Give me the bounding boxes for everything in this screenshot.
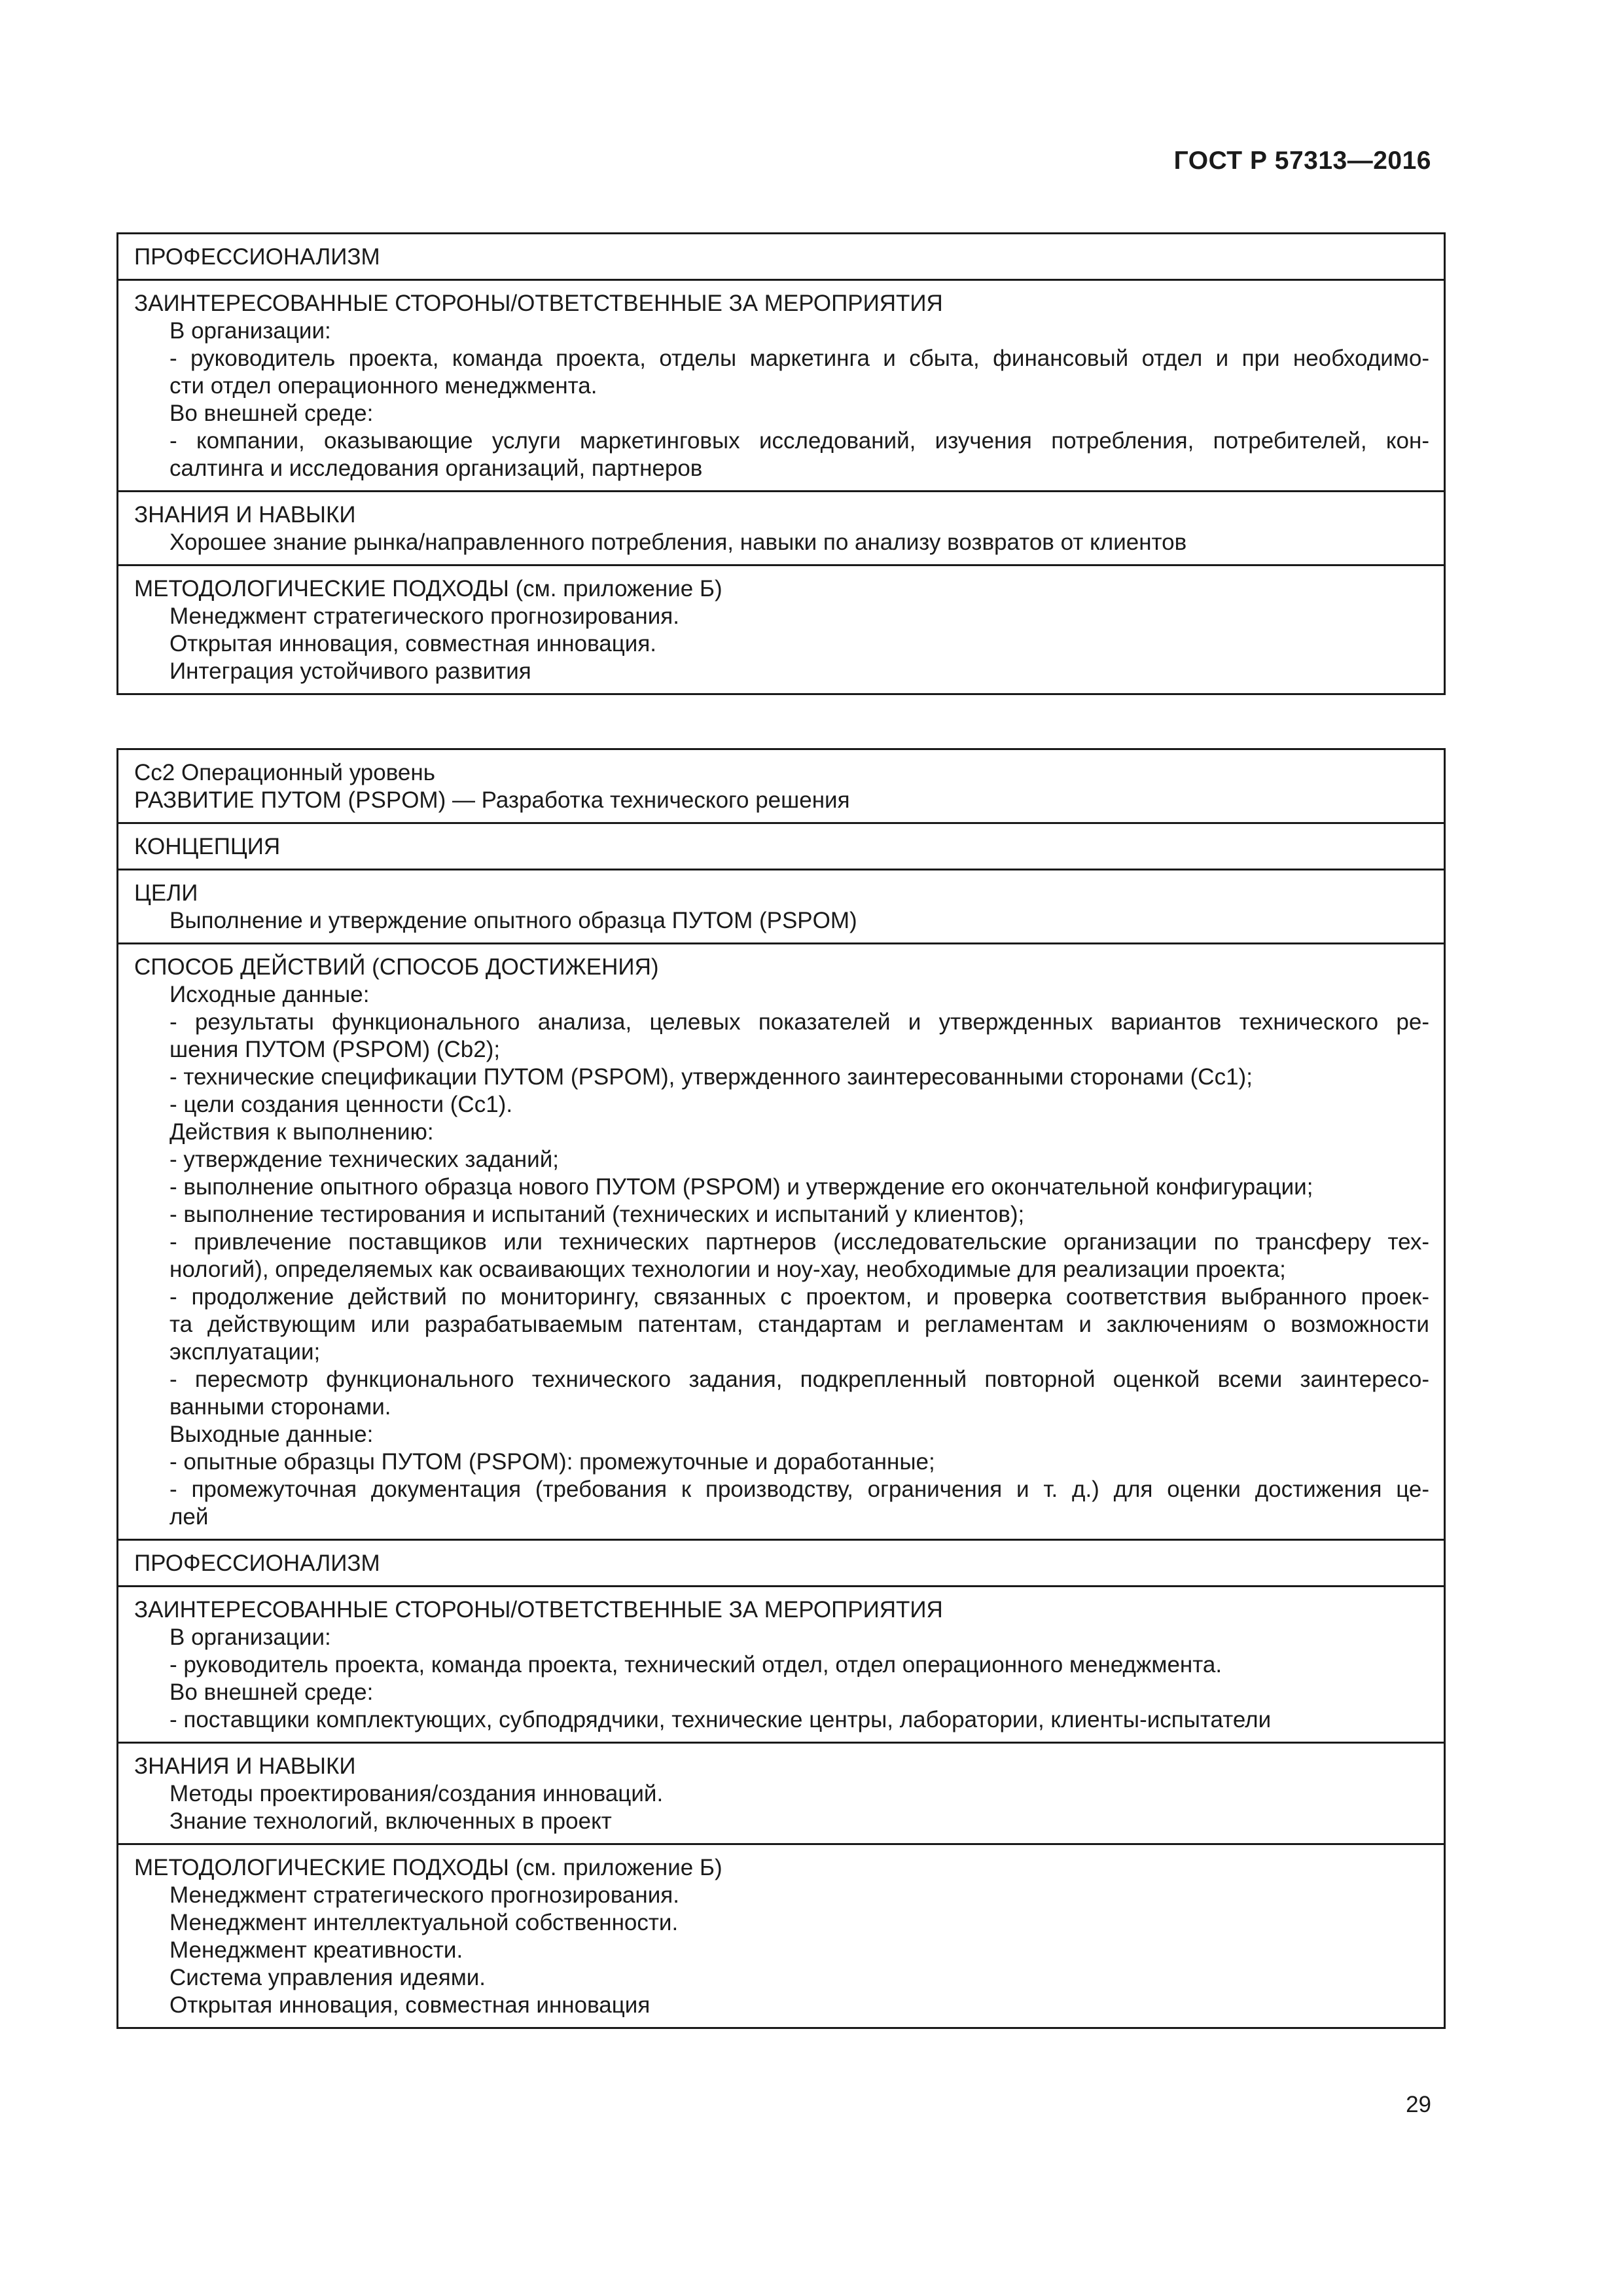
knowledge-text: Методы проектирования/создания инноваций.: [169, 1781, 664, 1806]
internal-item-cont: сти отдел операционного менеджмента.: [169, 373, 597, 399]
action-item-cont: эксплуатации;: [169, 1339, 321, 1365]
row-stakeholders: [118, 279, 1444, 490]
section-heading: ЗНАНИЯ И НАВЫКИ: [134, 502, 356, 528]
table-cc2-operational: [116, 748, 1446, 2029]
row-stakeholders: [118, 1585, 1444, 1742]
internal-label: В организации:: [169, 318, 331, 344]
row-goals: [118, 869, 1444, 942]
section-heading: ПРОФЕССИОНАЛИЗМ: [134, 244, 380, 270]
external-item-cont: салтинга и исследования организаций, партнеров: [169, 456, 703, 481]
method-item: Менеджмент стратегического прогнозирования.: [169, 603, 679, 629]
actions-label: Действия к выполнению:: [169, 1119, 434, 1145]
page-number: 29: [1406, 2092, 1431, 2117]
row-professionalism: [118, 234, 1444, 279]
section-heading: ЗАИНТЕРЕСОВАННЫЕ СТОРОНЫ/ОТВЕТСТВЕННЫЕ ЗА МЕРОПРИЯТИЯ: [134, 291, 943, 316]
row-title: [118, 750, 1444, 822]
goals-text: Выполнение и утверждение опытного образца ПУТОМ (PSPOM): [169, 908, 857, 933]
action-item: - продолжение действий по мониторингу, связанных с проектом, и проверка соответствия выбранного проек-: [169, 1284, 1429, 1310]
section-heading: ЗАИНТЕРЕСОВАННЫЕ СТОРОНЫ/ОТВЕТСТВЕННЫЕ ЗА МЕРОПРИЯТИЯ: [134, 1597, 943, 1623]
input-item: - технические спецификации ПУТОМ (PSPOM), утвержденного заинтересованными сторонами (Cc1);: [169, 1064, 1253, 1090]
action-item: - выполнение тестирования и испытаний (технических и испытаний у клиентов);: [169, 1202, 1025, 1227]
table-title-level: Cc2 Операционный уровень: [134, 760, 435, 785]
output-label: Выходные данные:: [169, 1422, 374, 1447]
action-item: - утверждение технических заданий;: [169, 1147, 559, 1172]
output-item-cont: лей: [169, 1504, 209, 1530]
row-knowledge: [118, 490, 1444, 564]
external-label: Во внешней среде:: [169, 1679, 374, 1705]
method-item: Открытая инновация, совместная инновация: [169, 1992, 651, 2018]
input-item-cont: шения ПУТОМ (PSPOM) (Cb2);: [169, 1037, 501, 1062]
method-item: Менеджмент креативности.: [169, 1937, 463, 1963]
method-item: Менеджмент стратегического прогнозирования.: [169, 1882, 679, 1908]
method-item: Открытая инновация, совместная инновация.: [169, 631, 657, 656]
row-knowledge: [118, 1742, 1444, 1843]
knowledge-text: Хорошее знание рынка/направленного потребления, навыки по анализу возвратов от клиентов: [169, 529, 1187, 555]
method-item: Интеграция устойчивого развития: [169, 658, 531, 684]
section-heading: МЕТОДОЛОГИЧЕСКИЕ ПОДХОДЫ (см. приложение Б): [134, 1855, 722, 1880]
external-label: Во внешней среде:: [169, 401, 374, 426]
method-item: Система управления идеями.: [169, 1965, 486, 1990]
section-heading: КОНЦЕПЦИЯ: [134, 834, 281, 859]
section-heading: СПОСОБ ДЕЙСТВИЙ (СПОСОБ ДОСТИЖЕНИЯ): [134, 954, 659, 980]
internal-item: - руководитель проекта, команда проекта, отделы маркетинга и сбыта, финансовый отдел и при необходимо-: [169, 346, 1429, 371]
action-item-cont: та действующим или разрабатываемым патентам, стандартам и регламентам и заключениям о возможности: [169, 1312, 1429, 1337]
document-id: ГОСТ Р 57313—2016: [1173, 147, 1431, 175]
row-actions: [118, 942, 1444, 1539]
external-item: - компании, оказывающие услуги маркетинговых исследований, изучения потребления, потребителей, кон-: [169, 428, 1429, 454]
output-item: - опытные образцы ПУТОМ (PSPOM): промежуточные и доработанные;: [169, 1449, 935, 1475]
section-heading: ЦЕЛИ: [134, 880, 198, 906]
action-item-cont: ванными сторонами.: [169, 1394, 391, 1420]
action-item: - пересмотр функционального технического задания, подкрепленный повторной оценкой всеми заинтересо-: [169, 1367, 1429, 1392]
row-concept: [118, 822, 1444, 869]
input-item: - цели создания ценности (Cc1).: [169, 1092, 513, 1117]
input-label: Исходные данные:: [169, 982, 370, 1007]
row-professionalism: [118, 1539, 1444, 1585]
action-item: - привлечение поставщиков или технических партнеров (исследовательские организации по трансферу тех-: [169, 1229, 1429, 1255]
internal-label: В организации:: [169, 1624, 331, 1650]
section-heading: МЕТОДОЛОГИЧЕСКИЕ ПОДХОДЫ (см. приложение Б): [134, 576, 722, 601]
internal-item: - руководитель проекта, команда проекта, технический отдел, отдел операционного менеджмента.: [169, 1652, 1222, 1677]
knowledge-text: Знание технологий, включенных в проект: [169, 1808, 612, 1834]
section-heading: ЗНАНИЯ И НАВЫКИ: [134, 1753, 356, 1779]
external-item: - поставщики комплектующих, субподрядчики, технические центры, лаборатории, клиенты-испытатели: [169, 1707, 1272, 1732]
output-item: - промежуточная документация (требования к производству, ограничения и т. д.) для оценки достижения це-: [169, 1477, 1429, 1502]
action-item: - выполнение опытного образца нового ПУТОМ (PSPOM) и утверждение его окончательной конфигурации;: [169, 1174, 1313, 1200]
action-item-cont: нологий), определяемых как осваивающих технологии и ноу-хау, необходимые для реализации проекта;: [169, 1257, 1286, 1282]
input-item: - результаты функционального анализа, целевых показателей и утвержденных вариантов технического ре-: [169, 1009, 1429, 1035]
table-professionalism-continued: [116, 232, 1446, 695]
method-item: Менеджмент интеллектуальной собственности.: [169, 1910, 679, 1935]
row-methods: [118, 564, 1444, 693]
table-title: РАЗВИТИЕ ПУТОМ (PSPOM) — Разработка технического решения: [134, 787, 850, 813]
section-heading: ПРОФЕССИОНАЛИЗМ: [134, 1551, 380, 1576]
row-methods: [118, 1843, 1444, 2027]
